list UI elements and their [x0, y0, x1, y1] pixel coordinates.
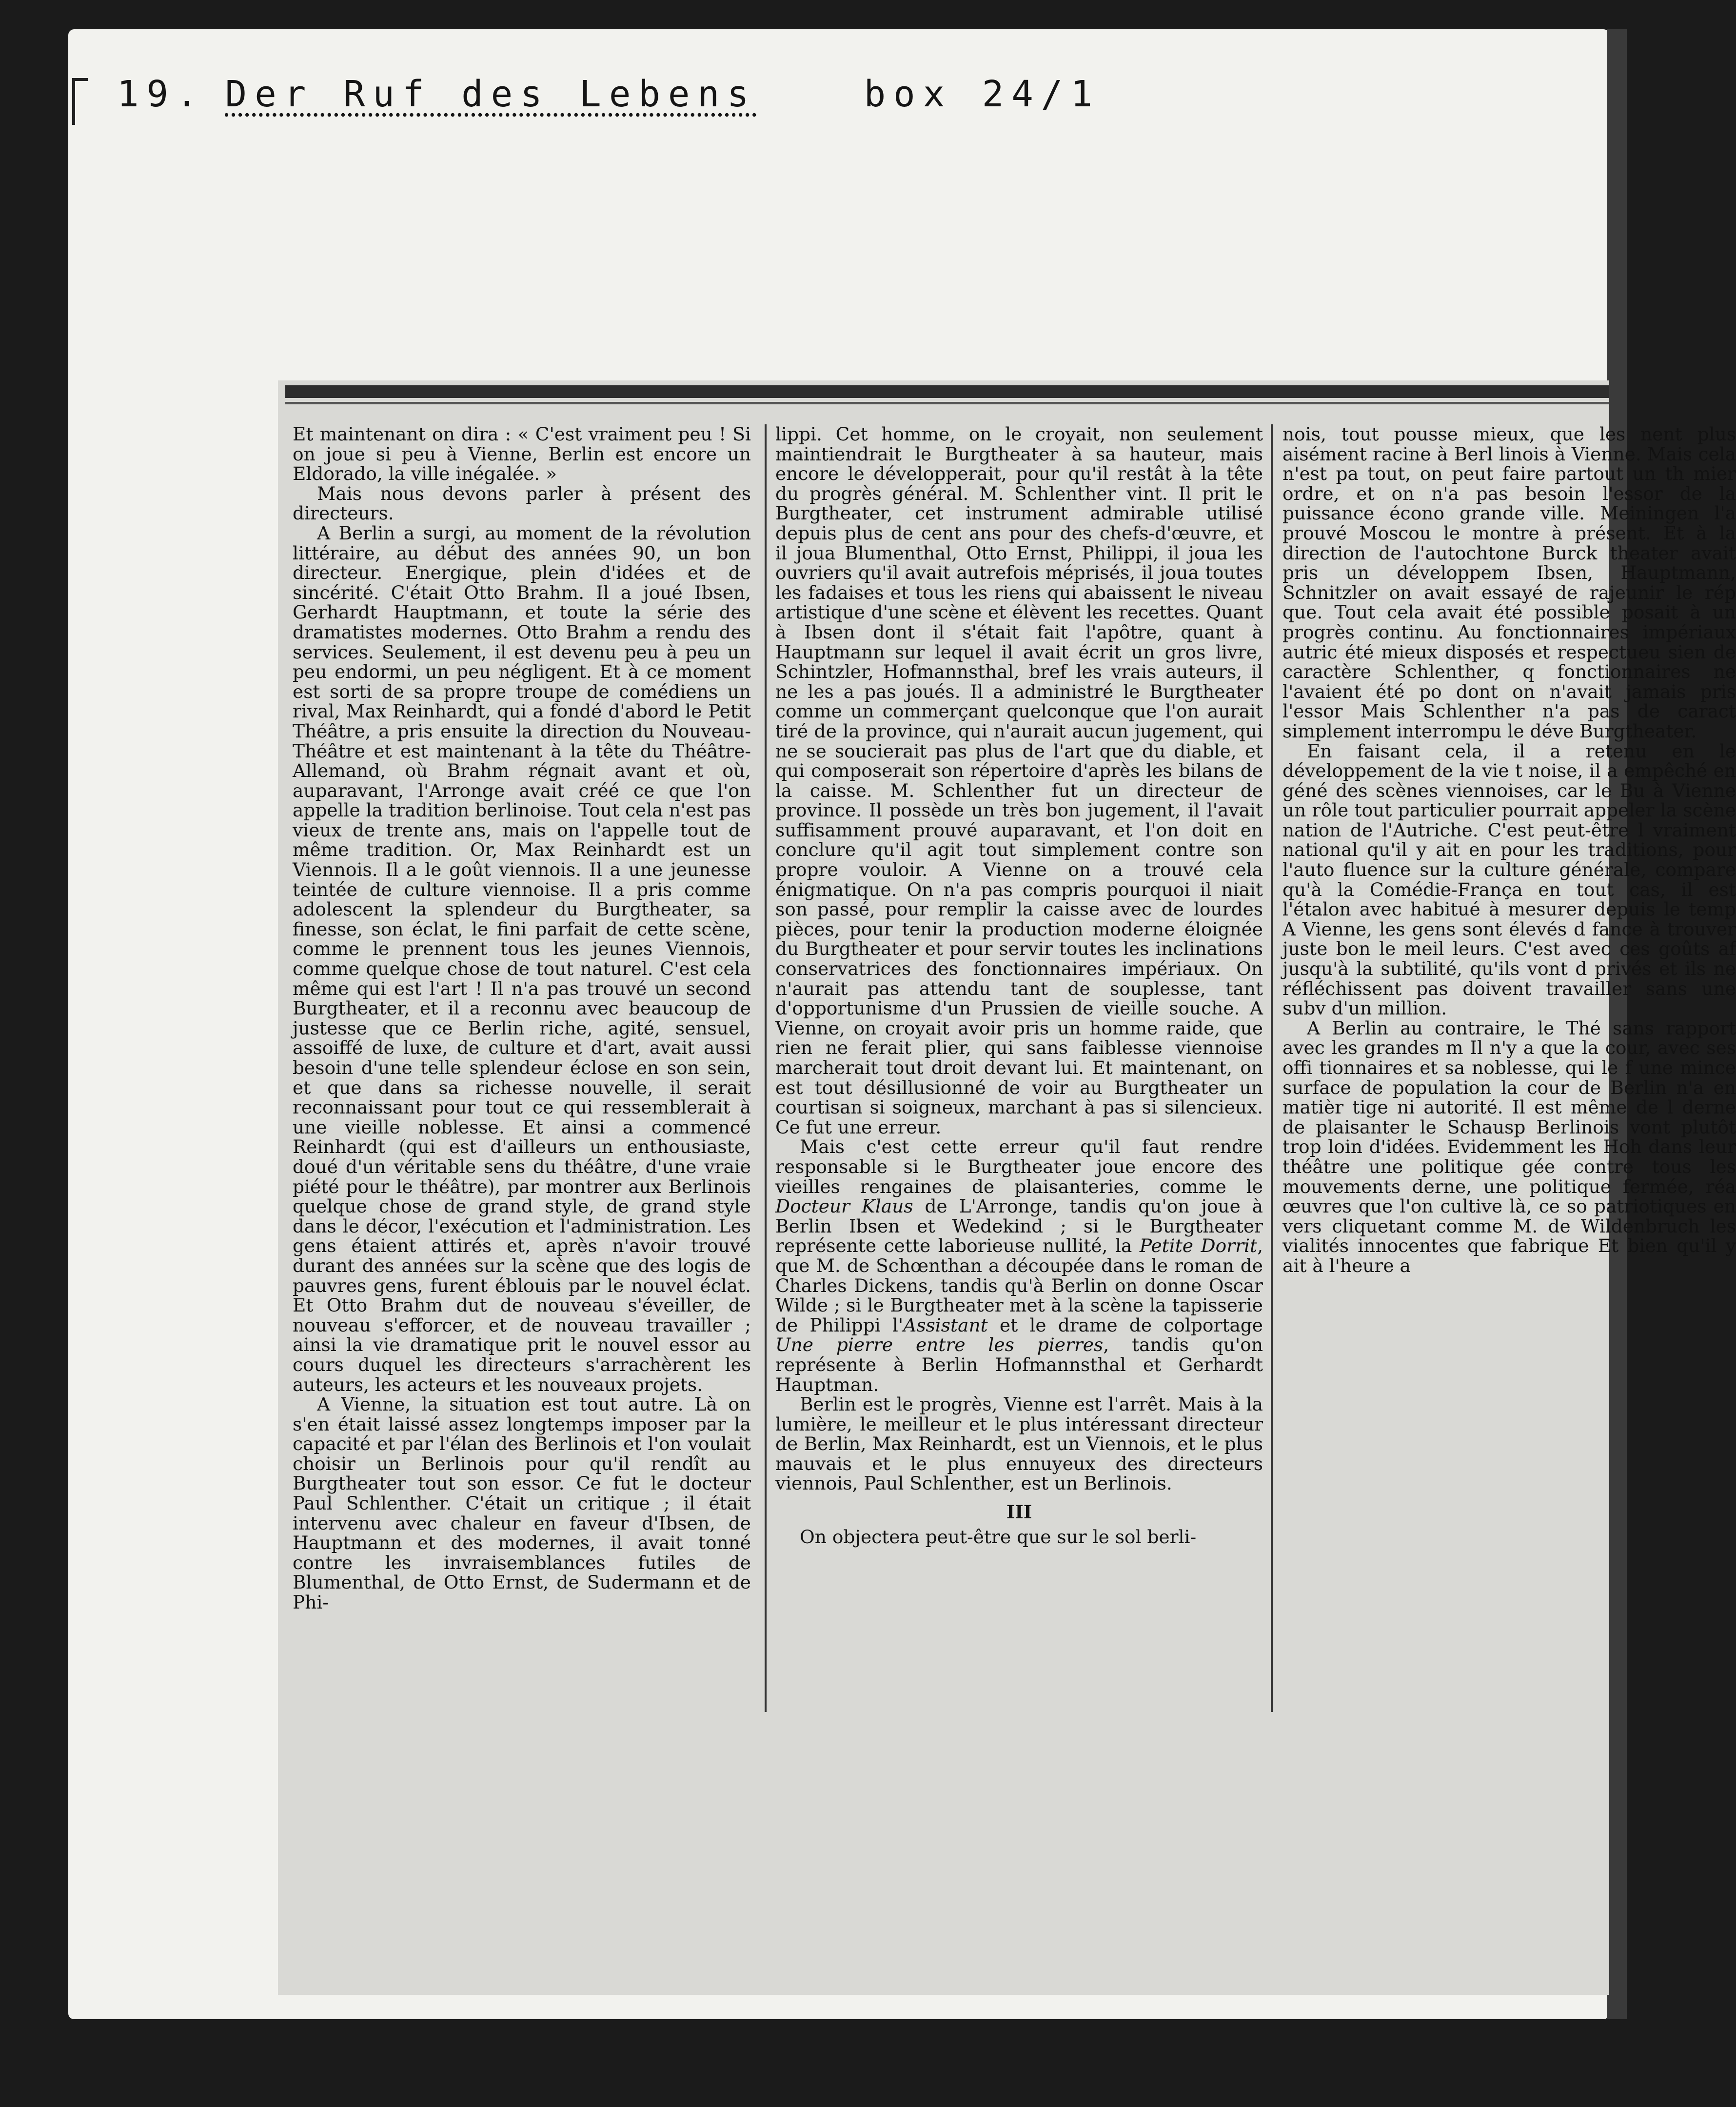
work-title: Der Ruf des Lebens [225, 73, 757, 115]
article-column-2 [775, 424, 1263, 1707]
play-title: Assistant [903, 1314, 988, 1336]
paragraph: A Berlin a surgi, au moment de la révolution littéraire, au début des années 90, un bon directeur. Energique, plein d'idées et de sincérité. C'était Otto Brahm. Il a joué Ibsen, Gerhardt Hauptmann, et toute la série des dramatistes modernes. Otto Brahm a rendu des services. Seulement, il est devenu peu à peu un peu endormi, un peu négligent. Et à ce moment est sorti de sa propre troupe de comédiens un rival, Max Reinhardt, qui a fondé d'abord le Petit Théâtre, a pris ensuite la direction du Nouveau-Théâtre et est maintenant à la tête du Théâtre-Allemand, où Brahm régnait avant et où, auparavant, l'Arronge avait créé ce que l'on appelle la tradition berlinoise. Tout cela n'est pas vieux de trente ans, mais on l'appelle tout de même tradition. Or, Max Reinhardt est un Viennois. Il a le goût viennois. Il a une jeunesse teintée de culture viennoise. Il a pris comme adolescent la splendeur du Burgtheater, sa finesse, son éclat, le fini parfait de cette scène, comme le prennent tous les jeunes Viennois, comme quelque chose de tout naturel. C'est cela même qui est l'art ! Il n'a pas trouvé un second Burgtheater, et il a reconnu avec beaucoup de justesse que ce Berlin riche, agité, sensuel, assoiffé de luxe, de culture et d'art, avait aussi besoin d'une telle splendeur éclose en son sein, et que dans sa richesse nouvelle, il serait reconnaissant pour tout ce qui ressemblerait à une vieille noblesse. Et ainsi a commencé Reinhardt (qui est d'ailleurs un enthousiaste, doué d'un véritable sens du théâtre, d'une vraie piété pour le théâtre), par montrer aux Berlinois quelque chose de grand style, de grand style dans le décor, l'exécution et l'administration. Les gens étaient attirés et, après n'avoir trouvé durant des années sur la scène que des logis de pauvres gens, furent éblouis par le nouvel éclat. Et Otto Brahm dut de nouveau s'éveiller, de nouveau s'efforcer, et de nouveau travailler ; ainsi la vie dramatique prit le nouvel essor au cours duquel les directeurs s'arrachèrent les auteurs, les acteurs et les nouveaux projets. [293, 522, 751, 1395]
paragraph: Berlin est le progrès, Vienne est l'arrêt. Mais à la lumière, le meilleur et le plus intéressant directeur de Berlin, Max Reinhardt, est un Viennois, et le plus mauvais et le plus ennuyeux des directeurs viennois, Paul Schlenther, est un Berlinois. [775, 1393, 1263, 1494]
clipping-top-thin-rule [285, 402, 1609, 404]
paragraph: En faisant cela, il a retenu en le développement de la vie t noise, il a empêché en géné des scènes viennoises, car le Bu à Vienne un rôle tout particulier pourrait appeler la scène nation de l'Autriche. C'est peut-être l vraiment national qu'il y ait en pour les traditions, pour l'auto fluence sur la culture générale, compare qu'à la Comédie-França en tout cas, il est l'étalon avec habitué à mesurer depuis le temp A Vienne, les gens sont élevés d fance à trouver juste bon le meil leurs. C'est avec ces goûts af jusqu'à la subtilité, qu'ils vont d privés et ils ne réfléchissent pas doivent travailler sans une subv d'un million. [1282, 740, 1736, 1019]
paragraph: A Berlin au contraire, le Thé sans rapport avec les grandes m Il n'y a que la cour, avec ses offi tionnaires et sa noblesse, qui le f une mince surface de population la cour de Berlin n'a en matièr tige ni autorité. Il est même de l derne de plaisanter le Schausp Berlinois vont plutôt trop loin d'idées. Evidemment les Hoh dans leur théâtre une politique gée contre tous les mouvements derne, une politique fermée, réa œuvres que l'on cultive là, ce so patriotiques en vers cliquetant comme M. de Wildenbruch les vialités innocentes que fabrique Et bien qu'il y ait à l'heure a [1282, 1017, 1736, 1276]
paragraph: Mais nous devons parler à présent des directeurs. [293, 482, 751, 524]
play-title: Une pierre entre les pierres [775, 1334, 1104, 1356]
item-number: 19. [117, 73, 206, 115]
section-heading: III [1006, 1501, 1032, 1523]
paragraph: nois, tout pousse mieux, que les nent plus aisément racine à Berl linois à Vienne. Mais cela n'est pa tout, on peut faire partout un th mier ordre, et on n'a pas besoin l'essor de la puissance écono grande ville. Meiningen l'a prouvé Moscou le montre à présent. Et à la direction de l'autochtone Burck theater avait pris un développem Ibsen, Hauptmann, Schnitzler on avait essayé de rajeunir le rép que. Tout cela avait été possible posait à un progrès continu. Au fonctionnaires impériaux autric été mieux disposés et respectueu sien de caractère Schlenther, q fonctionnaires ne l'avaient été po dont on n'avait jamais pris l'essor Mais Schlenther n'a pas de caract simplement interrompu le déve Burgtheater. [1282, 423, 1736, 742]
paragraph: lippi. Cet homme, on le croyait, non seulement maintiendrait le Burgtheater à sa hauteur, mais encore le développerait, pour qu'il restât à la tête du progrès général. M. Schlenther vint. Il prit le Burgtheater, cet instrument admirable utilisé depuis plus de cent ans pour des chefs-d'œuvre, et il joua Blumenthal, Otto Ernst, Philippi, il joua les ouvriers qu'il avait autrefois méprisés, il joua toutes les fadaises et tous les riens qui abaissent le niveau artistique d'une scène et élèvent les recettes. Quant à Ibsen dont il s'était fait l'apôtre, quant à Hauptmann sur lequel il avait écrit un gros livre, Schintzler, Hofmannsthal, bref les vrais auteurs, il ne les a pas joués. Il a administré le Burgtheater comme un commerçant quelconque que l'on aurait tiré de la province, qui n'aurait aucun jugement, qui ne se soucierait pas plus de l'art que du diable, et qui composerait son répertoire d'après les bilans de la caisse. M. Schlenther fut un directeur de province. Il possède un très bon jugement, il l'avait suffisamment prouvé auparavant, et l'on doit en conclure qu'il agit tout simplement contre son propre vouloir. A Vienne on a trouvé cela énigmatique. On n'a pas compris pourquoi il niait son passé, pour remplir la caisse avec de lourdes pièces, pour tenir la production moderne éloignée du Burgtheater et pour servir toutes les inclinations conservatrices des fonctionnaires impériaux. On n'aurait pas attendu tant de souplesse, tant d'opportunisme d'un Prussien de vieille souche. A Vienne, on croyait avoir pris un homme raide, que rien ne ferait plier, qui sans faiblesse viennoise marcherait tout droit devant lui. Et maintenant, on est tout désillusionné de voir au Burgtheater un courtisan si soigneux, marchant à pas si silencieux. Ce fut une erreur. [775, 423, 1263, 1138]
corner-bracket-mark [72, 78, 88, 125]
article-column-3-cropped [1282, 423, 1736, 1707]
column-divider-2 [1271, 424, 1273, 1712]
box-label: box 24/1 [864, 73, 1101, 115]
play-title: Docteur Klaus [775, 1195, 913, 1217]
paragraph: Et maintenant on dira : « C'est vraiment peu ! Si on joue si peu à Vienne, Berlin est encore un Eldorado, la ville inégalée. » [293, 423, 751, 485]
play-title: Petite Dorrit [1139, 1235, 1258, 1257]
archive-header [117, 73, 1100, 115]
clipping-top-rule [285, 385, 1609, 398]
paragraph: A Vienne, la situation est tout autre. Là on s'en était laissé assez longtemps imposer par la capacité et par l'élan des Berlinois et l'on voulait choisir un Berlinois pour qu'il rendît au Burgtheater tout son essor. Ce fut le docteur Paul Schlenther. C'était un critique ; il était intervenu avec chaleur en faveur d'Ibsen, de Hauptmann et des modernes, il avait tonné contre les invraisemblances futiles de Blumenthal, de Otto Ernst, de Sudermann et de Phi- [293, 1393, 751, 1613]
paragraph: On objectera peut-être que sur le sol berli- [800, 1526, 1197, 1548]
paragraph: Mais c'est cette erreur qu'il faut rendre responsable si le Burgtheater joue encore des vieilles rengaines de plaisanteries, comme le Docteur Klaus de L'Arronge, tandis qu'on joue à Berlin Ibsen et Wedekind ; si le Burgtheater représente cette laborieuse nullité, la Petite Dorrit, que M. de Schœnthan a découpée dans le roman de Charles Dickens, tandis qu'à Berlin on donne Oscar Wilde ; si le Burgtheater met à la scène la tapisserie de Philippi l'Assistant et le drame de colportage Une pierre entre les pierres, tandis qu'on représente à Berlin Hofmannsthal et Gerhardt Hauptman. [775, 1136, 1263, 1395]
column-divider-1 [765, 424, 767, 1712]
article-column-1 [293, 424, 751, 1707]
